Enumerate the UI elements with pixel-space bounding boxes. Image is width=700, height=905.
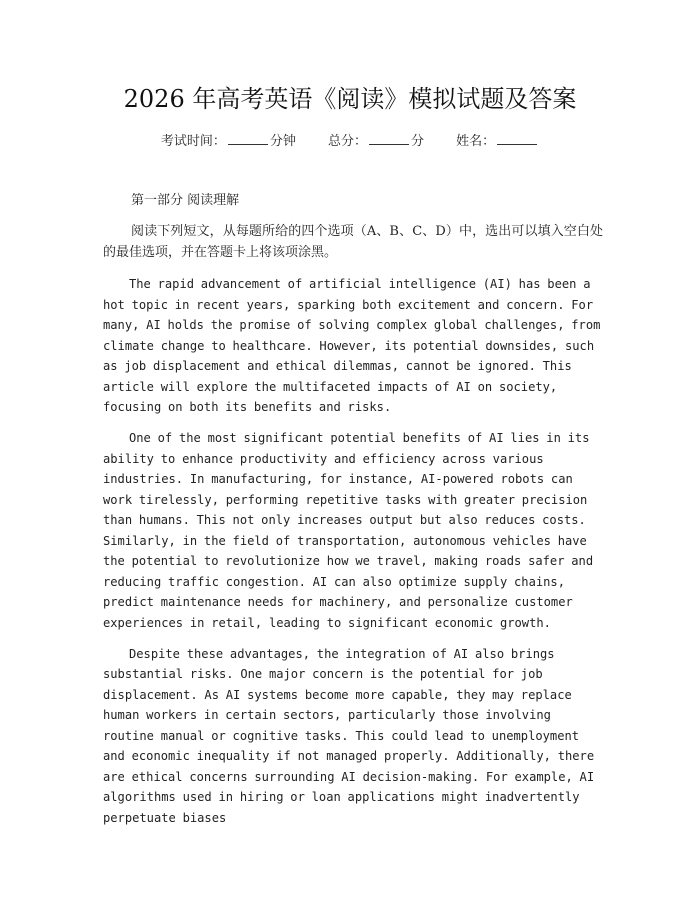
total-score-unit: 分 bbox=[411, 134, 425, 149]
reading-passage bbox=[103, 274, 603, 839]
page-title: 2026 年高考英语《阅读》模拟试题及答案 bbox=[123, 85, 577, 113]
total-score-label: 总分： bbox=[327, 134, 367, 149]
exam-info bbox=[0, 130, 700, 152]
student-name-label: 姓名： bbox=[456, 134, 496, 149]
total-score bbox=[328, 130, 424, 152]
section-instructions: 阅读下列短文，从每题所给的四个选项（A、B、C、D）中，选出可以填入空白处的最佳选项，并在答题卡上将该项涂黑。 bbox=[103, 224, 603, 260]
exam-time-blank bbox=[228, 130, 268, 145]
passage-paragraph: Despite these advantages, the integration of AI also brings substantial risks. One major concern is the potential for job displacement. As AI systems become more capable, they may replace human workers in certain sectors, particularly those involving routine manual or cognitive tasks. This could lead to unemployment and economic inequality if not managed properly. Additionally, there are ethical concerns surrounding AI decision-making. For example, AI algorithms used in hiring or loan applications might inadvertently perpetuate biases bbox=[103, 646, 595, 825]
exam-time bbox=[161, 130, 296, 152]
section-heading: 第一部分 阅读理解 bbox=[131, 193, 240, 208]
passage-paragraph: One of the most significant potential benefits of AI lies in its ability to enhance productivity and efficiency across various industries. In manufacturing, for instance, AI-powered robots can work tirelessly, performing repetitive tasks with greater precision than humans. This not only increases output but also reduces costs. Similarly, in the field of transportation, autonomous vehicles have the potential to revolutionize how we travel, making roads safer and reducing traffic congestion. AI can also optimize supply chains, predict maintenance needs for machinery, and personalize customer experiences in retail, leading to significant economic growth. bbox=[103, 431, 594, 630]
exam-time-unit: 分钟 bbox=[269, 134, 296, 149]
student-name bbox=[456, 130, 539, 152]
total-score-blank bbox=[369, 130, 409, 145]
passage-paragraph: The rapid advancement of artificial intelligence (AI) has been a hot topic in recent years, sparking both excitement and concern. For many, AI holds the promise of solving complex global challenges, from climate change to healthcare. However, its potential downsides, such as job displacement and ethical dilemmas, cannot be ignored. This article will explore the multifaceted impacts of AI on society, focusing on both its benefits and risks. bbox=[103, 277, 601, 414]
student-name-blank bbox=[497, 130, 537, 145]
exam-time-label: 考试时间： bbox=[160, 134, 226, 149]
